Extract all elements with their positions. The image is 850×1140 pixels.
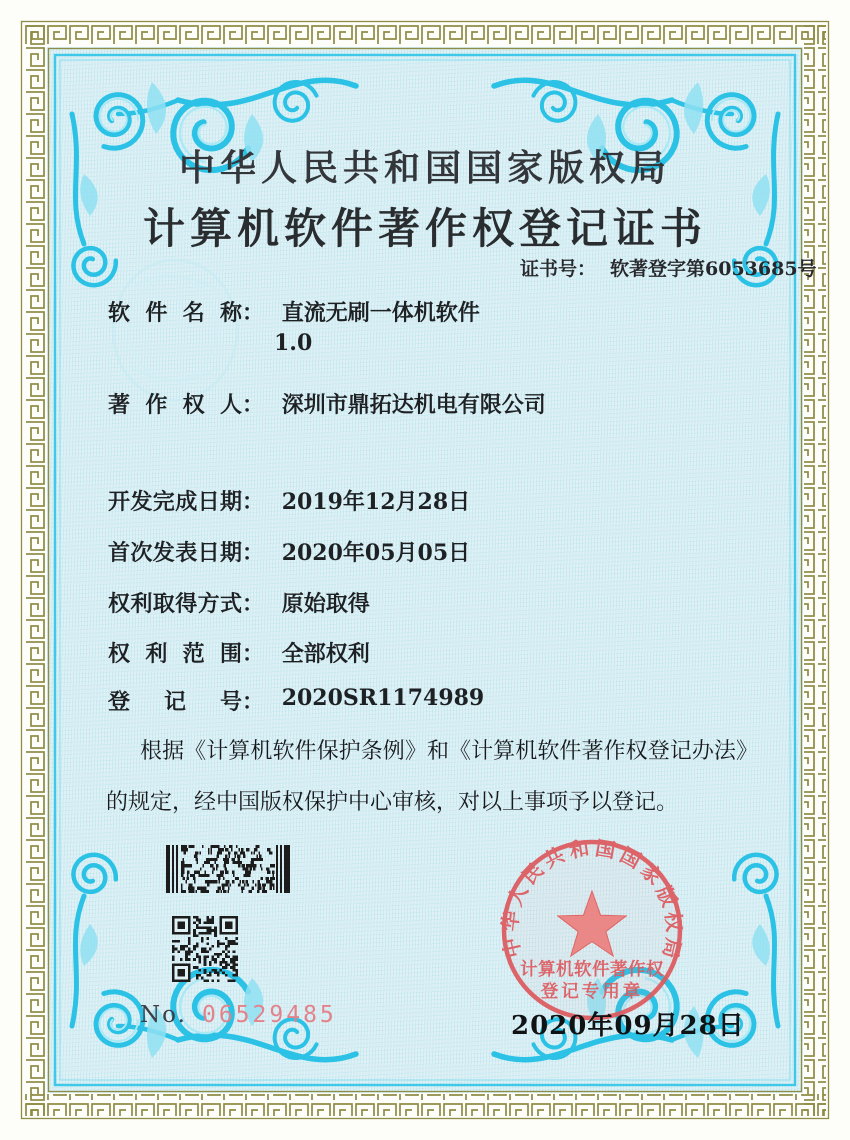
- certificate-number-value: 软著登字第6053685号: [610, 258, 817, 280]
- qr-code-icon: [172, 916, 238, 982]
- field-value: 直流无刷一体机软件: [281, 301, 480, 326]
- official-seal-stamp: [497, 835, 687, 1025]
- field-value: 原始取得: [281, 592, 370, 617]
- certificate-title: 计算机软件著作权登记证书: [142, 204, 707, 253]
- registration-statement: 根据《计算机软件保护条例》和《计算机软件著作权登记办法》的规定，经中国版权保护中心审核，对以上事项予以登记。: [106, 739, 758, 815]
- field-label: 登记号: [108, 690, 242, 715]
- software-version: 1.0: [274, 330, 313, 356]
- field-label: 软件名称: [108, 301, 242, 326]
- serial-prefix: No.: [140, 1002, 187, 1028]
- field-label: 权利范围: [108, 642, 242, 667]
- field-copyright-owner: 著作权人： 深圳市鼎拓达机电有限公司: [108, 388, 546, 419]
- field-value: 深圳市鼎拓达机电有限公司: [281, 393, 546, 418]
- field-label: 著作权人: [108, 393, 242, 418]
- seal-arc-text: 中华人民共和国国家版权局: [497, 835, 687, 961]
- serial-number: 06529485: [201, 1002, 337, 1028]
- field-dev-complete-date: 开发完成日期： 2019年12月28日: [108, 485, 470, 516]
- certificate-number-label: 证书号：: [520, 258, 597, 280]
- field-label: 开发完成日期: [108, 490, 242, 515]
- field-label: 权利取得方式: [108, 592, 242, 617]
- certificate-number-line: [520, 254, 817, 281]
- field-registration-number: 登记号： 2020SR1174989: [108, 685, 485, 715]
- field-value: 2020SR1174989: [281, 685, 485, 711]
- serial-number-line: [140, 1002, 337, 1028]
- seal-text-line1: 计算机软件著作权: [520, 960, 664, 980]
- field-software-name: 软件名称： 直流无刷一体机软件: [108, 296, 480, 327]
- field-value: 2020年05月05日: [281, 540, 471, 566]
- barcode-icon: [166, 845, 290, 893]
- issuing-authority-title: 中华人民共和国国家版权局: [178, 147, 671, 189]
- field-first-publish-date: 首次发表日期： 2020年05月05日: [108, 536, 470, 567]
- field-label: 首次发表日期: [108, 541, 242, 566]
- field-value: 2019年12月28日: [281, 489, 471, 515]
- field-right-acquire-method: 权利取得方式： 原始取得: [108, 587, 370, 618]
- field-value: 全部权利: [281, 642, 370, 667]
- seal-text-line2: 登记专用章: [540, 982, 644, 1002]
- issue-date: 2020年09月28日: [511, 1011, 745, 1041]
- field-right-scope: 权利范围： 全部权利: [108, 637, 370, 668]
